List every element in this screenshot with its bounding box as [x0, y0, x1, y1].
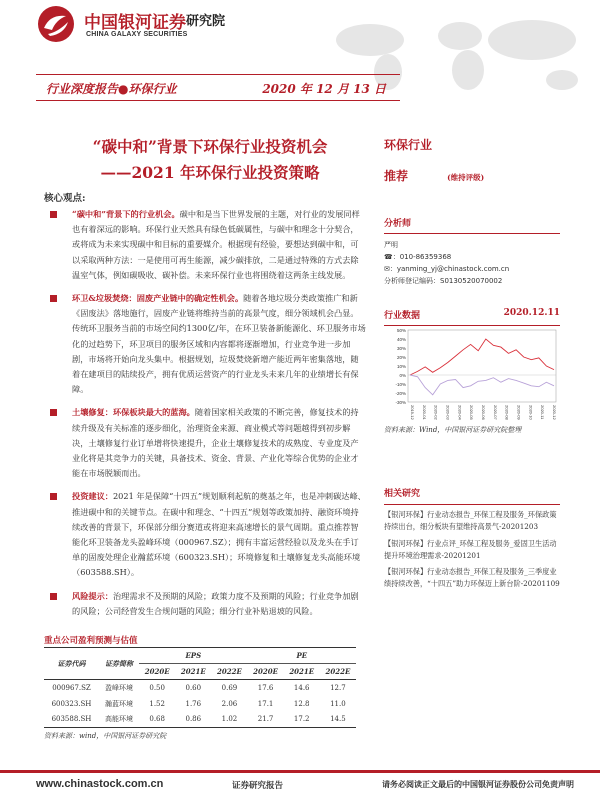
header-pe: PE: [248, 648, 356, 664]
cell-name: 瀚蓝环境: [105, 699, 134, 708]
plot-frame: [408, 330, 556, 402]
cell-value: 11.0: [330, 699, 346, 708]
report-bar: [36, 74, 400, 102]
point-heading: 环卫&垃圾焚烧：固废产业链中的确定性机会。: [72, 293, 244, 304]
x-tick-label: 2020-02: [433, 405, 439, 420]
galaxy-logo-icon: [36, 4, 76, 44]
cell-code: 603588.SH: [44, 712, 99, 728]
cell-value: 1.76: [185, 699, 202, 708]
point-text: 随着各地垃圾分类政策推广和新《固废法》落地施行，固废产业链将维持当前的高景气度，细分领域机会凸显。传统环卫服务当前的市场空间约1300亿/年，在环卫装备新能源化、环卫服务市场化的过趋势下，环卫项目的服务区域和内容都将逐渐增加，行业竞争进一步加剧，市场将开始向龙头集中。根据规划，垃圾焚烧新增产能近两年密集落地，随着在建项目的陆续投产，拥有优质运营资产的行业龙头未来几年的业绩增长有保障。: [72, 293, 366, 395]
table-source: 资料来源：wind，中国银河证券研究院: [44, 732, 167, 740]
cell-value: 21.7: [248, 712, 284, 728]
bullet-icon: [50, 493, 57, 500]
cell-value: 17.1: [257, 699, 274, 708]
x-tick-label: 2020-08: [504, 405, 510, 420]
footer-rule: [0, 770, 600, 773]
point-carbon-neutral: [46, 207, 366, 283]
cell-code: 000967.SZ: [52, 683, 91, 692]
table-row: [44, 696, 356, 712]
header-eps: EPS: [139, 648, 247, 664]
point-heading: “碳中和”背景下的行业机会。: [72, 209, 180, 219]
rating: 推荐: [384, 169, 409, 183]
cell-value: 0.50: [149, 683, 165, 692]
y-tick-label: -10%: [395, 382, 406, 387]
cell-value: 17.2: [284, 712, 320, 728]
analyst-heading: 分析师: [384, 219, 412, 229]
analyst-cert: 分析师登记编码：S0130520070002: [384, 277, 503, 285]
point-heading: 土壤修复：环保板块最大的蓝海。: [72, 407, 195, 418]
y-tick-label: 10%: [396, 364, 406, 369]
cell-value: 0.86: [175, 712, 211, 728]
cell-value: 17.6: [257, 683, 274, 692]
related-item[interactable]: 【银河环保】行业动态报告_环保工程及服务_环保政策持续出台，细分板块有望维持高景气-20201203: [384, 510, 557, 532]
point-text: 2021 年是保障“十四五”规划顺利起航的奠基之年，也是冲刺碳达峰、推进碳中和的关键节点。在碳中和理念、“十四五”规划等政策加持、融资环境持续改善的背景下，环保部分细分赛道或将迎来高速增长的景气周期。重点推荐智能化环卫装备龙头盈峰环境（000967.SZ）；拥有丰富运营经验以及龙头在手订单的固废处理企业瀚蓝环境（600323.SH）；环境修复和土壤修复龙头高能环境（603588.SH）。: [72, 491, 366, 578]
header-name: 证券简称: [99, 648, 139, 680]
y-tick-label: 30%: [396, 346, 406, 351]
y-tick-label: 0%: [399, 373, 406, 378]
institute-label: 研究院: [186, 14, 226, 29]
industry-rating: [384, 136, 560, 184]
point-heading: 投资建议：: [72, 491, 113, 502]
industry-performance-chart: [384, 326, 560, 420]
analyst-box: [384, 216, 560, 287]
x-tick-label: 2020-06: [481, 405, 486, 420]
point-text: 治理需求不及预期的风险；政策力度不及预期的风险；行业竞争加剧的风险；公司经营发生合规问题的风险；细分行业补贴退坡的风险。: [72, 590, 359, 616]
x-tick-label: 2020-12: [552, 405, 557, 420]
data-date: 2020.12.11: [503, 308, 560, 318]
related-heading: 相关研究: [384, 489, 421, 499]
series-line: [410, 375, 554, 395]
analyst-rule: [384, 233, 560, 234]
report-type: 行业深度报告●环保行业: [46, 82, 177, 96]
y-tick-label: -30%: [395, 400, 406, 405]
x-tick-label: 2020-04: [457, 405, 463, 420]
analyst-email: ✉：yanming_yj@chinastock.com.cn: [384, 265, 510, 273]
cell-value: 12.8: [293, 699, 310, 708]
point-soil-remediation: [46, 405, 366, 481]
x-tick-label: 2020-10: [528, 405, 534, 420]
cell-value: 14.6: [293, 683, 310, 692]
analyst-phone: ☎：010-86359368: [384, 253, 452, 261]
x-tick-label: 2019-12: [410, 405, 415, 420]
header-year: 2022E: [211, 664, 247, 680]
x-tick-label: 2020-01: [421, 405, 427, 420]
report-title: [40, 134, 380, 186]
data-heading: 行业数据: [384, 311, 421, 321]
top-rule: [36, 74, 400, 75]
bottom-rule: [36, 100, 400, 101]
cell-name: 盈峰环境: [105, 683, 134, 692]
header-year: 2020E: [139, 664, 175, 680]
cell-value: 0.69: [221, 683, 238, 692]
bullet-icon: [50, 295, 57, 302]
cell-value: 1.52: [149, 699, 165, 708]
y-tick-label: 40%: [396, 337, 406, 342]
bullet-icon: [50, 211, 57, 218]
cell-value: 2.06: [221, 699, 238, 708]
related-item[interactable]: 【银河环保】行业动态报告_环保工程及服务_三季度业绩持续改善，“十四五”助力环保迈上新台阶-20201109: [384, 567, 560, 589]
analyst-name: 严明: [384, 241, 398, 249]
x-tick-label: 2020-03: [445, 405, 451, 420]
x-tick-label: 2020-05: [469, 405, 475, 420]
page-footer: [0, 770, 600, 800]
y-tick-label: 50%: [396, 328, 406, 333]
point-investment: [46, 489, 366, 580]
industry-name: 环保行业: [384, 138, 433, 152]
cell-value: 0.68: [139, 712, 175, 728]
footer-disclaimer: 请务必阅读正文最后的中国银河证券股份公司免责声明: [382, 779, 574, 789]
related-rule: [384, 504, 560, 505]
bullet-icon: [50, 409, 57, 416]
x-tick-label: 2020-07: [492, 405, 498, 420]
header-code: 证券代码: [44, 648, 99, 680]
point-sanitation: [46, 291, 366, 397]
related-item[interactable]: 【银河环保】行业点评_环保工程及服务_爱固卫生活动提升环境治理需求-20201201: [384, 538, 557, 560]
industry-data-header: [384, 308, 560, 326]
y-tick-label: -20%: [395, 391, 406, 396]
cell-value: 12.7: [330, 683, 346, 692]
page-header: [0, 0, 600, 56]
related-research: [384, 488, 560, 594]
table-header-row: [44, 648, 356, 664]
cell-value: 0.60: [185, 683, 202, 692]
point-text: 随着国家相关政策的不断完善，修复技术的持续升级及有关标准的逐步细化，治理资金来源、商业模式等问题越得到初步解决，土壤修复行业订单增将快速提升，企业土壤修复技术的成熟度、专业度及产业化将是其竞争力的关键，具备技术、资金、背景、产业化等综合优势的企业才能在市场脱颖而出。: [72, 407, 359, 479]
header-year: 2021E: [284, 664, 320, 680]
header-year: 2020E: [248, 664, 284, 680]
table-title: 重点公司盈利预测与估值: [44, 636, 138, 646]
x-tick-label: 2020-09: [516, 405, 522, 420]
title-line-1: “碳中和”背景下环保行业投资机会: [92, 137, 328, 156]
brand-name-cn: 中国银河证券: [84, 13, 186, 33]
key-points: [46, 207, 366, 627]
key-points-label: 核心观点:: [44, 193, 86, 204]
point-risk: [46, 589, 366, 619]
earnings-forecast-table: [44, 647, 356, 728]
title-line-2: ——2021 年环保行业投资策略: [100, 163, 320, 182]
y-tick-label: 20%: [396, 355, 406, 360]
cell-code: 600323.SH: [51, 699, 92, 708]
brand-name-en: CHINA GALAXY SECURITIES: [86, 31, 188, 38]
header-year: 2022E: [320, 664, 356, 680]
cell-value: 14.5: [320, 712, 356, 728]
header-year: 2021E: [175, 664, 211, 680]
point-heading: 风险提示：: [72, 590, 113, 601]
table-row: [44, 712, 356, 728]
footer-label: 证券研究报告: [232, 781, 284, 791]
cell-value: 1.02: [211, 712, 247, 728]
rating-note: (维持评级): [447, 173, 485, 182]
table-row: [44, 680, 356, 696]
cell-name: 高能环境: [99, 712, 139, 728]
series-line: [410, 339, 554, 375]
report-date: 2020 年 12 月 13 日: [262, 82, 386, 96]
footer-url[interactable]: www.chinastock.com.cn: [36, 778, 164, 790]
x-tick-label: 2020-11: [540, 405, 546, 420]
point-text: 碳中和是当下世界发展的主题，对行业的发展同样也有着深远的影响。环保行业天然具有绿色低碳属性，与碳中和理念十分契合，或将成为未来实现碳中和目标的重要媒介。根据现有经验，要想达到碳中和，可以采取两种方法：一是使用可再生能源，减少碳排放，二是通过特殊的方式去除温室气体，例如碳吸收、碳补偿。未来环保行业也将围绕着这两条主线发展。: [72, 209, 360, 280]
chart-source: 资料来源：Wind，中国银河证券研究院整理: [384, 426, 522, 434]
bullet-icon: [50, 593, 57, 600]
